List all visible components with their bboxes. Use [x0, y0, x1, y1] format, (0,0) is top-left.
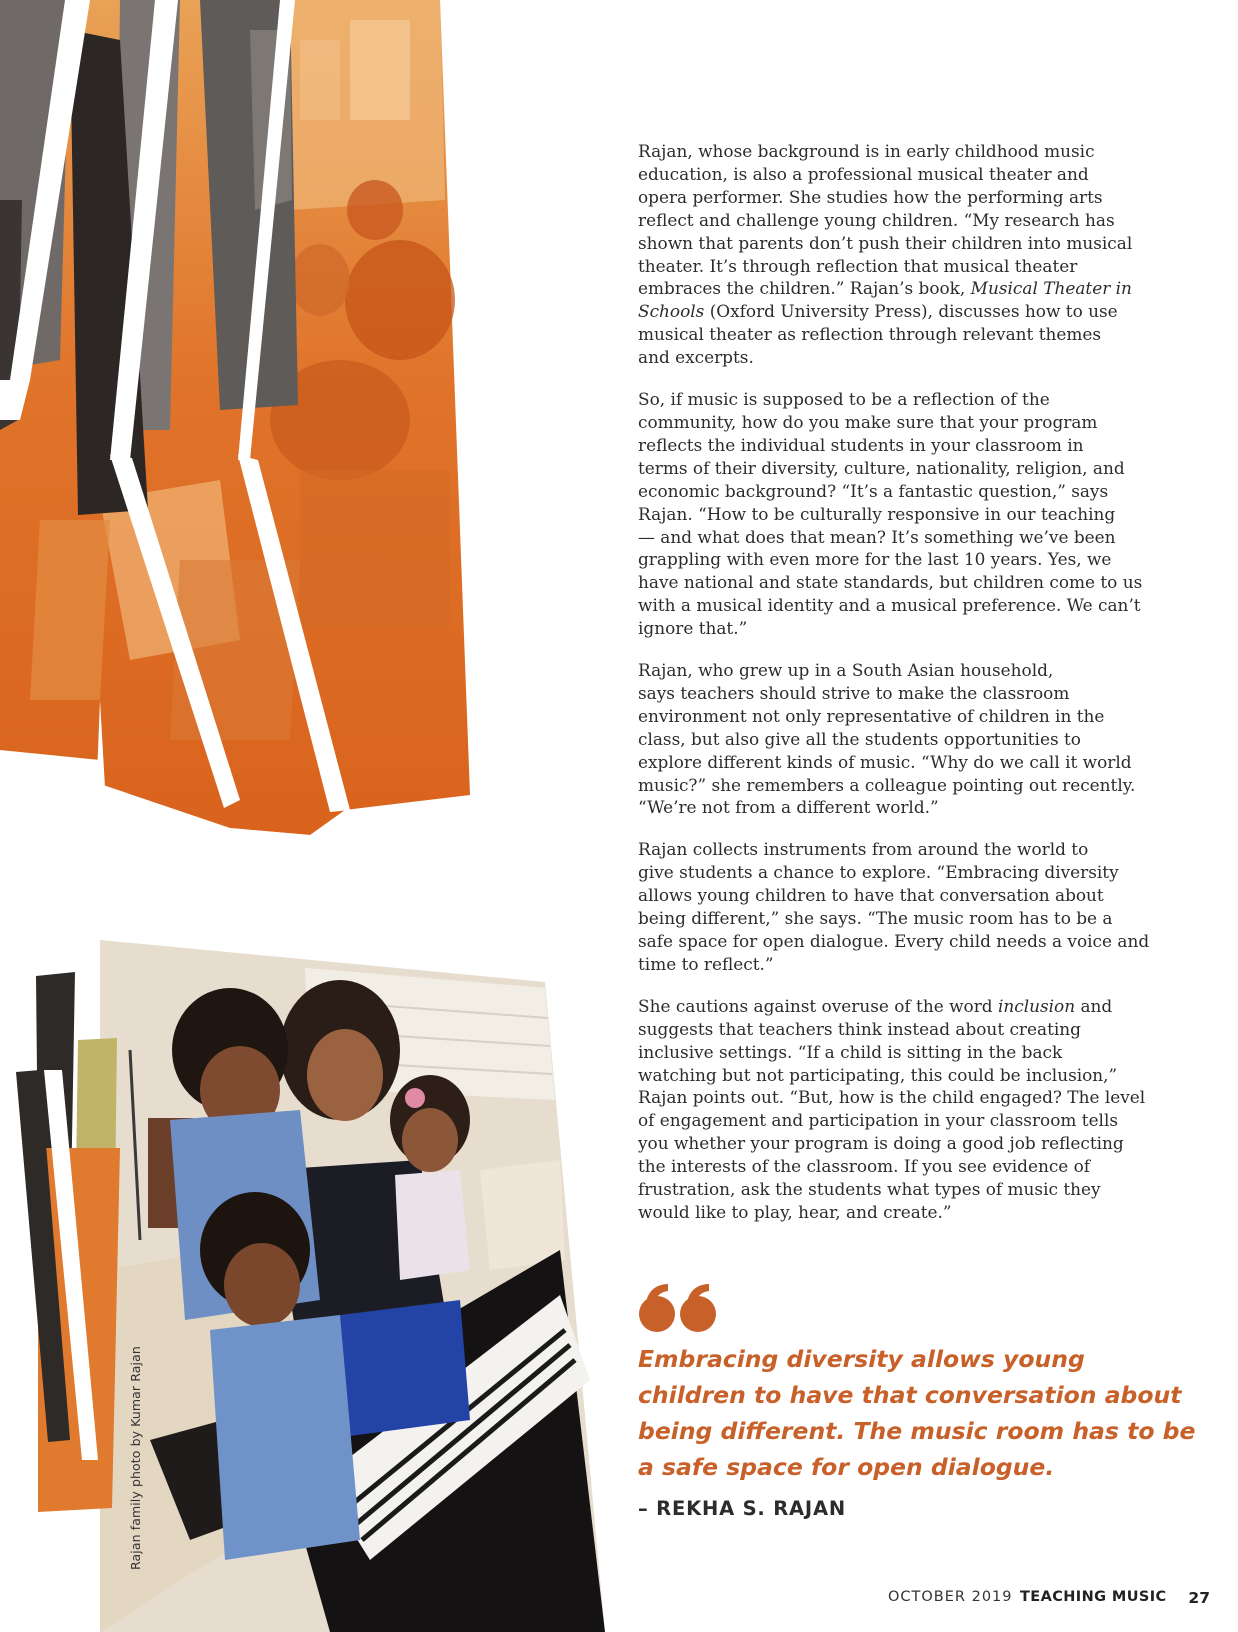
text-line: allows young children to have that conversation about [638, 885, 1104, 906]
text-line: Rajan points out. “But, how is the child engaged? The level [638, 1087, 1146, 1108]
text-line: Rajan, whose background is in early childhood music [638, 141, 1095, 161]
text-line: theater. It’s through reflection that musical theater [638, 255, 1078, 276]
text-line: community, how do you make sure that your program [638, 411, 1098, 432]
text-run: and [1075, 995, 1113, 1016]
paragraph [638, 140, 1138, 369]
text-line: grappling with even more for the last 10 years. Yes, we [638, 549, 1112, 570]
book-title: Schools [638, 301, 705, 322]
text-line: economic background? “It’s a fantastic question,” says [638, 480, 1109, 501]
quote-attribution: – REKHA S. RAJAN [638, 1497, 846, 1520]
family-piano-photo [0, 940, 620, 1632]
text-line: Rajan, who grew up in a South Asian household, [638, 660, 1054, 681]
pull-quote [638, 1341, 1196, 1485]
paragraph [638, 838, 1150, 975]
text-line: class, but also give all the students opportunities to [638, 728, 1081, 749]
text-line: being different,” she says. “The music room has to be a [638, 908, 1113, 929]
text-line: opera performer. She studies how the performing arts [638, 186, 1103, 207]
text-run: embraces the children.” Rajan’s book, [638, 278, 971, 299]
text-line: Rajan collects instruments from around the world to [638, 839, 1089, 860]
text-line: safe space for open dialogue. Every child needs a voice and [638, 931, 1150, 951]
text-line: Rajan. “How to be culturally responsive in our teaching [638, 503, 1116, 524]
text-line: musical theater as reflection through relevant themes [638, 324, 1102, 345]
magazine-name: TEACHING MUSIC [1020, 1589, 1167, 1605]
issue-date: OCTOBER 2019 [888, 1589, 1013, 1605]
top-collage-image [0, 0, 480, 840]
text-line: the interests of the classroom. If you see evidence of [638, 1156, 1091, 1177]
text-line: ignore that.” [638, 618, 748, 639]
text-line: terms of their diversity, culture, nationality, religion, and [638, 457, 1125, 478]
book-title: Musical Theater in [970, 278, 1132, 299]
photo-credit: Rajan family photo by Kumar Rajan [128, 1346, 143, 1570]
text-line: of engagement and participation in your classroom tells [638, 1110, 1119, 1131]
pull-quote-line: being different. The music room has to be [638, 1417, 1196, 1445]
page-footer [888, 1589, 1210, 1611]
text-line: you whether your program is doing a good job reflecting [638, 1133, 1124, 1154]
text-line: shown that parents don’t push their children into musical [638, 232, 1133, 253]
text-run: (Oxford University Press), discusses how to use [704, 301, 1118, 322]
text-line: So, if music is supposed to be a reflection of the [638, 389, 1050, 410]
text-line: frustration, ask the students what types of music they [638, 1179, 1101, 1200]
text-line: “We’re not from a different world.” [638, 797, 939, 818]
text-line: would like to play, hear, and create.” [638, 1201, 952, 1222]
text-line: music?” she remembers a colleague pointing out recently. [638, 774, 1136, 795]
quote-mark-icon [638, 1282, 720, 1338]
text-line: with a musical identity and a musical preference. We can’t [638, 595, 1141, 616]
paragraph [638, 995, 1146, 1224]
pull-quote-line: a safe space for open dialogue. [638, 1453, 1055, 1481]
text-line [638, 300, 1138, 323]
text-line: environment not only representative of children in the [638, 705, 1105, 726]
text-line: have national and state standards, but children come to us [638, 572, 1143, 593]
text-line [638, 995, 1138, 1018]
text-line: — and what does that mean? It’s something we’ve been [638, 526, 1116, 547]
paragraph [638, 659, 1138, 819]
text-line: watching but not participating, this could be inclusion,” [638, 1064, 1118, 1085]
text-line: says teachers should strive to make the classroom [638, 682, 1070, 703]
text-run: She cautions against overuse of the word [638, 995, 998, 1016]
page-number: 27 [1188, 1589, 1210, 1607]
text-line [638, 277, 1138, 300]
text-line: inclusive settings. “If a child is sitting in the back [638, 1041, 1063, 1062]
emphasis: inclusion [997, 995, 1076, 1016]
text-line: reflects the individual students in your classroom in [638, 434, 1084, 455]
pull-quote-line: Embracing diversity allows young [638, 1345, 1085, 1373]
text-line: reflect and challenge young children. “My research has [638, 209, 1115, 230]
article-body [638, 140, 1150, 1243]
pull-quote-line: children to have that conversation about [638, 1381, 1182, 1409]
text-line: time to reflect.” [638, 953, 774, 974]
text-line: give students a chance to explore. “Embracing diversity [638, 862, 1119, 883]
text-line: education, is also a professional musical theater and [638, 163, 1089, 184]
paragraph [638, 388, 1143, 640]
text-line: explore different kinds of music. “Why do we call it world [638, 751, 1132, 772]
text-line: suggests that teachers think instead about creating [638, 1018, 1081, 1039]
text-line: and excerpts. [638, 347, 754, 368]
